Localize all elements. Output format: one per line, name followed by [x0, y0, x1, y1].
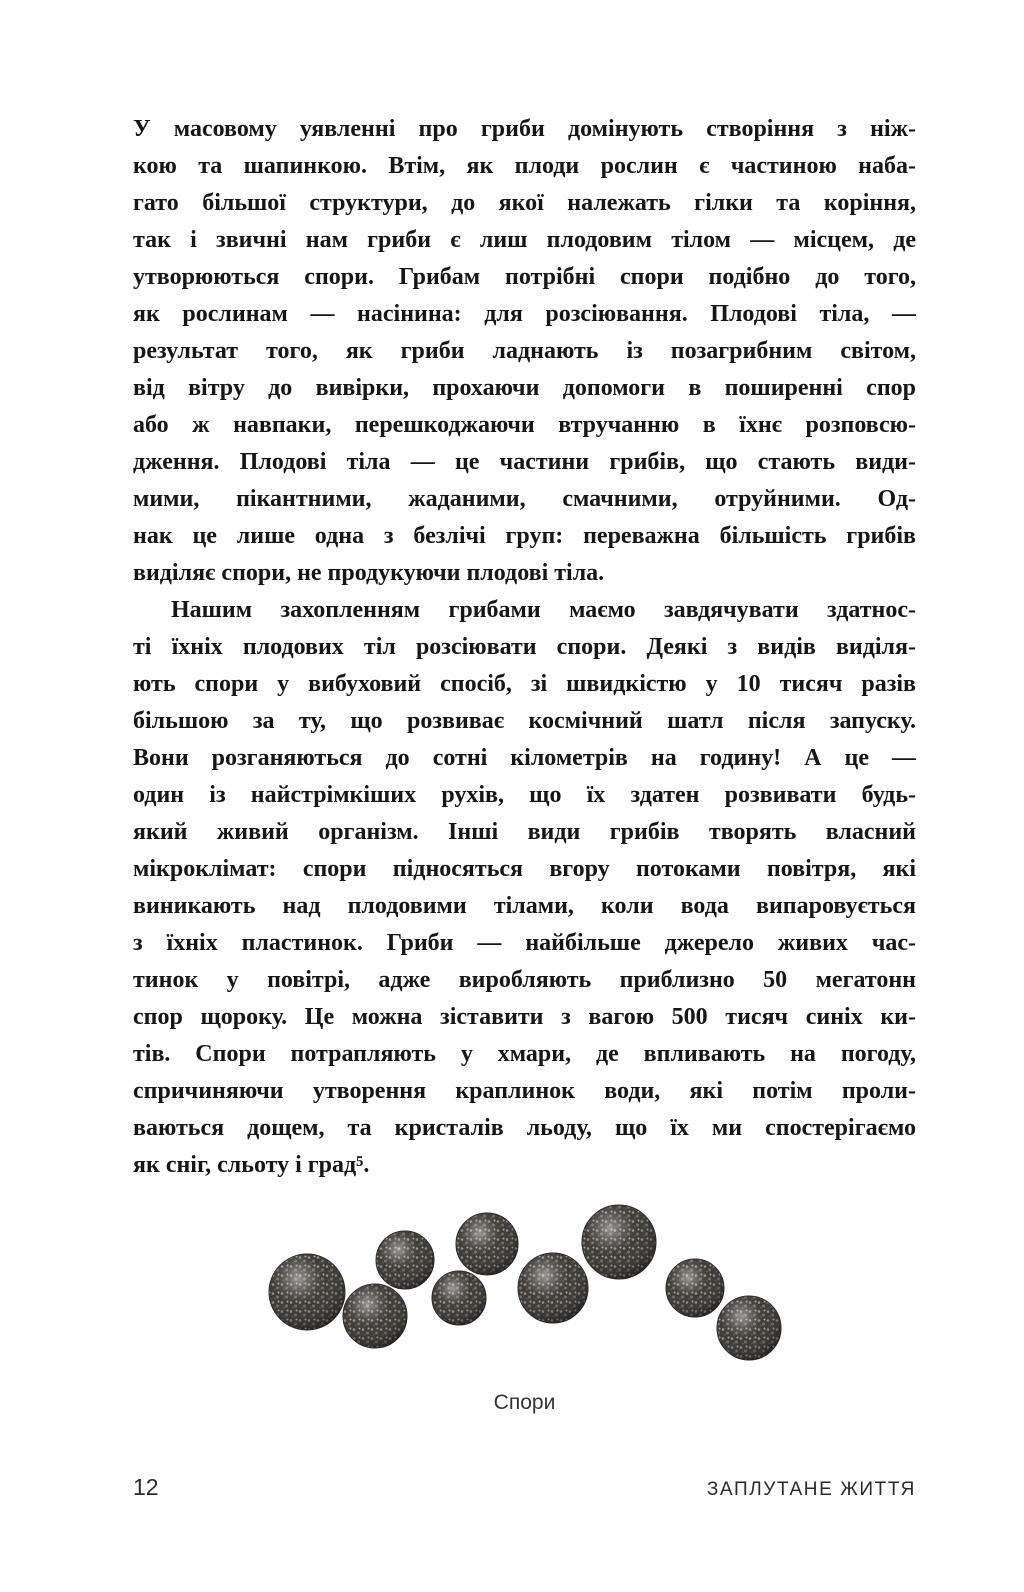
spore-shading	[666, 1259, 724, 1317]
spores-illustration	[133, 1192, 916, 1415]
spore-shading	[518, 1253, 588, 1323]
running-title: ЗАПЛУТАНЕ ЖИТТЯ	[706, 1479, 916, 1500]
text-line: У масовому уявленні про гриби домінують створіння з ніж-	[133, 116, 916, 142]
text-line: Вони розганяються до сотні кілометрів на годину! А це —	[133, 745, 916, 771]
illustration-caption: Спори	[493, 1391, 556, 1414]
text-line: який живий організм. Інші види грибів творять власний	[133, 819, 916, 845]
spores-image	[235, 1192, 815, 1377]
spore-shading	[376, 1231, 434, 1289]
text-line: гато більшої структури, до якої належать гілки та коріння,	[133, 190, 916, 216]
text-line: так і звичні нам гриби є лиш плодовим тілом — місцем, де	[133, 227, 916, 253]
spore-shading	[269, 1254, 345, 1330]
spore-shading	[343, 1284, 407, 1348]
text-line: виникають над плодовими тілами, коли вода випаровується	[133, 893, 916, 919]
text-line: ті їхніх плодових тіл розсіювати спори. Деякі з видів виділя-	[133, 634, 916, 660]
text-line: як рослинам — насінина: для розсіювання. Плодові тіла, —	[133, 301, 916, 327]
text-line: більшою за ту, що розвиває космічний шатл після запуску.	[133, 708, 916, 734]
text-line: спричиняючи утворення краплинок води, які потім проли-	[133, 1078, 916, 1104]
text-line: ють спори у вибуховий спосіб, зі швидкістю у 10 тисяч разів	[133, 671, 916, 697]
text-line: дження. Плодові тіла — це частини грибів, що стають види-	[133, 449, 916, 475]
text-line: нак це лише одна з безлічі груп: переважна більшість грибів	[133, 523, 916, 549]
text-line: мими, пікантними, жаданими, смачними, отруйними. Од-	[133, 486, 916, 512]
text-line: або ж навпаки, перешкоджаючи втручанню в їхнє розповсю-	[133, 412, 916, 438]
text-line: тинок у повітрі, адже виробляють приблизно 50 мегатонн	[133, 967, 916, 993]
text-line: спор щороку. Це можна зіставити з вагою 500 тисяч синіх ки-	[133, 1004, 916, 1030]
text-line: один із найстрімкіших рухів, що їх здатен розвивати будь-	[133, 782, 916, 808]
spore-shading	[456, 1213, 518, 1275]
spore-shading	[432, 1271, 486, 1325]
paragraph-1	[133, 111, 916, 592]
page-number: 12	[133, 1474, 159, 1500]
body-text	[133, 111, 916, 1184]
text-line: з їхніх пластинок. Гриби — найбільше джерело живих час-	[133, 930, 916, 956]
text-line: виділяє спори, не продукуючи плодові тіла.	[133, 560, 605, 586]
spore-shading	[717, 1296, 781, 1360]
spore-shading	[582, 1205, 656, 1279]
text-line: кою та шапинкою. Втім, як плоди рослин є частиною наба-	[133, 153, 916, 179]
text-line: ваються дощем, та кристалів льоду, що їх ми спостерігаємо	[133, 1115, 916, 1141]
paragraph-2	[133, 592, 916, 1184]
text-line: тів. Спори потрапляють у хмари, де впливають на погоду,	[133, 1041, 916, 1067]
text-line: від вітру до вивірки, прохаючи допомоги в поширенні спор	[133, 375, 916, 401]
text-line: мікроклімат: спори підносяться вгору потоками повітря, які	[133, 856, 916, 882]
text-line: результат того, як гриби ладнають із позагрибним світом,	[133, 338, 916, 364]
text-line: Нашим захопленням грибами маємо завдячувати здатнос-	[171, 597, 916, 623]
text-line: утворюються спори. Грибам потрібні спори подібно до того,	[133, 264, 916, 290]
text-line: як сніг, сльоту і град⁵.	[133, 1152, 370, 1178]
page-footer	[133, 1474, 916, 1501]
